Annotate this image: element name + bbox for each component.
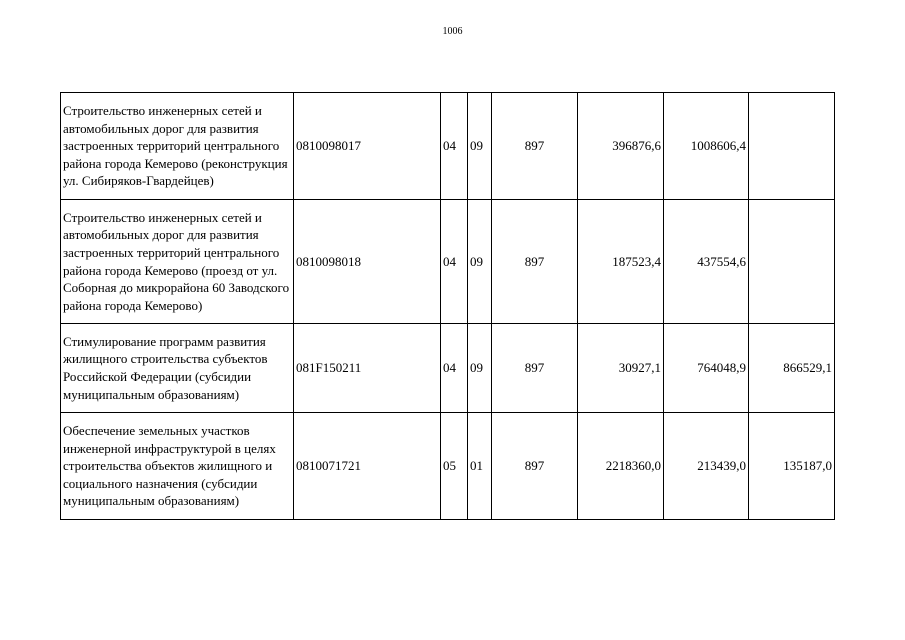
section-cell: 04: [441, 200, 468, 324]
amount-cell-2: 213439,0: [664, 413, 749, 520]
target-code-cell: 0810071721: [294, 413, 441, 520]
section-cell: 04: [441, 93, 468, 200]
amount-cell-2: 1008606,4: [664, 93, 749, 200]
table-row: [61, 413, 835, 520]
target-code-cell: 0810098017: [294, 93, 441, 200]
subsection-cell: 09: [468, 324, 492, 413]
section-cell: 04: [441, 324, 468, 413]
amount-cell-3: 866529,1: [749, 324, 835, 413]
amount-cell-1: 396876,6: [578, 93, 664, 200]
amount-cell-3: [749, 93, 835, 200]
program-name-cell: Обеспечение земельных участков инженерной инфраструктурой в целях строительства объектов жилищного и социального назначения (субсидии муниципальным образованиям): [61, 413, 294, 520]
amount-cell-1: 2218360,0: [578, 413, 664, 520]
page-number: 1006: [442, 26, 463, 37]
program-name-cell: Строительство инженерных сетей и автомобильных дорог для развития застроенных территорий центрального района города Кемерово (проезд от ул. Соборная до микрорайона 60 Заводского района города Кемерово): [61, 200, 294, 324]
subsection-cell: 09: [468, 93, 492, 200]
department-code-cell: 897: [492, 200, 578, 324]
amount-cell-2: 437554,6: [664, 200, 749, 324]
department-code-cell: 897: [492, 324, 578, 413]
section-cell: 05: [441, 413, 468, 520]
amount-cell-2: 764048,9: [664, 324, 749, 413]
amount-cell-1: 30927,1: [578, 324, 664, 413]
program-name-cell: Стимулирование программ развития жилищного строительства субъектов Российской Федерации (субсидии муниципальным образованиям): [61, 324, 294, 413]
amount-cell-3: [749, 200, 835, 324]
department-code-cell: 897: [492, 93, 578, 200]
target-code-cell: 0810098018: [294, 200, 441, 324]
program-name-cell: Строительство инженерных сетей и автомобильных дорог для развития застроенных территорий центрального района города Кемерово (реконструкция ул. Сибиряков-Гвардейцев): [61, 93, 294, 200]
table-row: [61, 324, 835, 413]
target-code-cell: 081F150211: [294, 324, 441, 413]
table-row: [61, 200, 835, 324]
table-row: [61, 93, 835, 200]
amount-cell-3: 135187,0: [749, 413, 835, 520]
subsection-cell: 01: [468, 413, 492, 520]
subsection-cell: 09: [468, 200, 492, 324]
amount-cell-1: 187523,4: [578, 200, 664, 324]
department-code-cell: 897: [492, 413, 578, 520]
budget-table: [60, 92, 835, 520]
